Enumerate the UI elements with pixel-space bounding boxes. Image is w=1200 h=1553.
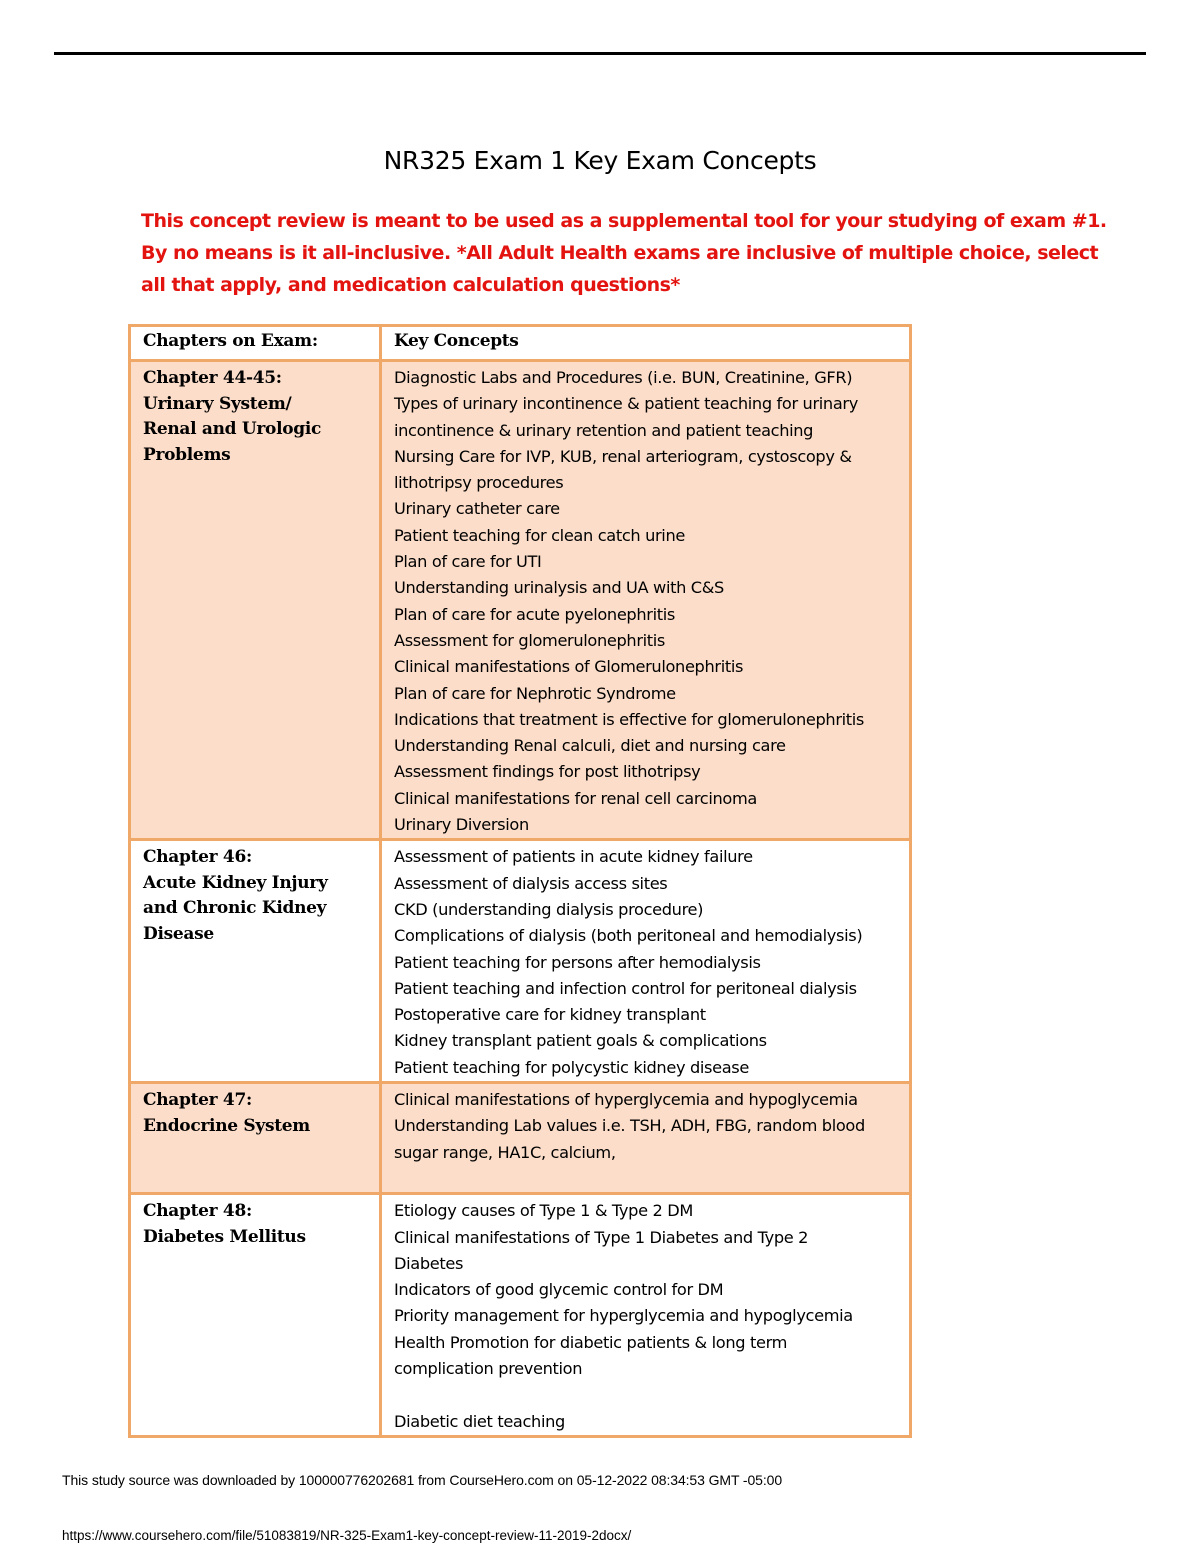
- intro-line: By no means is it all-inclusive. *All Adult Health exams are inclusive of multiple choice, select: [141, 242, 1099, 264]
- concept-item: Diabetic diet teaching: [394, 1411, 565, 1431]
- download-source-notice: This study source was downloaded by 100000776202681 from CourseHero.com on 05-12-2022 08:34:53 GMT -05:00: [62, 1472, 783, 1488]
- concept-item: Types of urinary incontinence & patient teaching for urinary: [394, 394, 858, 414]
- concept-item: Plan of care for acute pyelonephritis: [394, 604, 675, 624]
- intro-line: This concept review is meant to be used as a supplemental tool for your studying of exam #1.: [141, 210, 1107, 232]
- table-row: [130, 361, 911, 840]
- concept-item: Urinary Diversion: [394, 815, 529, 835]
- chapter-line: Disease: [143, 923, 214, 944]
- top-rule: [54, 52, 1146, 55]
- source-url: https://www.coursehero.com/file/51083819/NR-325-Exam1-key-concept-review-11-2019-2docx/: [62, 1528, 632, 1543]
- intro-line: all that apply, and medication calculation questions*: [141, 274, 680, 296]
- concept-item: Clinical manifestations of Type 1 Diabetes and Type 2: [394, 1227, 809, 1247]
- concept-item: [394, 1166, 901, 1192]
- chapter-line: Endocrine System: [143, 1115, 310, 1136]
- concept-item: lithotripsy procedures: [394, 473, 564, 493]
- chapter-line: and Chronic Kidney: [143, 898, 327, 919]
- chapter-line: Chapter 47:: [143, 1090, 252, 1111]
- header-concepts: Key Concepts: [381, 326, 911, 361]
- concept-item: Understanding urinalysis and UA with C&S: [394, 578, 724, 598]
- concept-item: sugar range, HA1C, calcium,: [394, 1142, 616, 1162]
- concept-item: Etiology causes of Type 1 & Type 2 DM: [394, 1201, 693, 1221]
- concept-item: Patient teaching for persons after hemodialysis: [394, 952, 761, 972]
- concept-item: Understanding Renal calculi, diet and nursing care: [394, 736, 786, 756]
- concept-item: CKD (understanding dialysis procedure): [394, 899, 704, 919]
- chapter-line: Urinary System/: [143, 393, 292, 414]
- concept-item: Plan of care for UTI: [394, 552, 542, 572]
- concept-item: Nursing Care for IVP, KUB, renal arteriogram, cystoscopy &: [394, 446, 852, 466]
- concepts-cell: [381, 361, 911, 840]
- chapter-line: Chapter 46:: [143, 847, 252, 868]
- concept-item: Postoperative care for kidney transplant: [394, 1005, 706, 1025]
- concept-item: complication prevention: [394, 1358, 583, 1378]
- concept-item: incontinence & urinary retention and patient teaching: [394, 420, 814, 440]
- chapter-line: Chapter 44-45:: [143, 368, 282, 388]
- concept-item: Complications of dialysis (both peritoneal and hemodialysis): [394, 926, 863, 946]
- chapter-cell: [130, 840, 381, 1083]
- intro-notice: [141, 205, 1107, 301]
- concepts-cell: [381, 1194, 911, 1437]
- concept-item: Clinical manifestations of Glomerulonephritis: [394, 657, 744, 677]
- concept-item: Health Promotion for diabetic patients & long term: [394, 1332, 788, 1352]
- concept-item: Diabetes: [394, 1253, 464, 1273]
- concept-item: [394, 1382, 901, 1408]
- table-header-row: [130, 326, 911, 361]
- concept-item: Indications that treatment is effective for glomerulonephritis: [394, 709, 865, 729]
- concept-item: Plan of care for Nephrotic Syndrome: [394, 683, 676, 703]
- chapter-line: Chapter 48:: [143, 1201, 252, 1222]
- concept-item: Indicators of good glycemic control for DM: [394, 1280, 724, 1300]
- concept-item: Patient teaching and infection control for peritoneal dialysis: [394, 978, 857, 998]
- chapter-cell: [130, 1083, 381, 1194]
- concept-item: Assessment for glomerulonephritis: [394, 630, 666, 650]
- concept-item: Clinical manifestations for renal cell carcinoma: [394, 788, 757, 808]
- concept-item: Understanding Lab values i.e. TSH, ADH, FBG, random blood: [394, 1116, 865, 1136]
- concept-item: Clinical manifestations of hyperglycemia and hypoglycemia: [394, 1090, 858, 1110]
- concept-item: Kidney transplant patient goals & complications: [394, 1031, 767, 1051]
- concept-item: Priority management for hyperglycemia and hypoglycemia: [394, 1306, 853, 1326]
- concept-item: Assessment of dialysis access sites: [394, 873, 668, 893]
- chapter-line: Problems: [143, 444, 231, 465]
- chapter-line: Acute Kidney Injury: [143, 872, 328, 893]
- chapter-line: Renal and Urologic: [143, 419, 322, 439]
- concepts-table: [128, 324, 912, 1438]
- table-row: [130, 1194, 911, 1437]
- table-row: [130, 840, 911, 1083]
- page-title: NR325 Exam 1 Key Exam Concepts: [383, 146, 817, 175]
- concepts-cell: [381, 840, 911, 1083]
- concept-item: Patient teaching for clean catch urine: [394, 525, 685, 545]
- concept-item: Patient teaching for polycystic kidney disease: [394, 1057, 750, 1077]
- concept-item: Assessment of patients in acute kidney failure: [394, 847, 753, 867]
- header-chapters: Chapters on Exam:: [130, 326, 381, 361]
- concept-item: Assessment findings for post lithotripsy: [394, 762, 701, 782]
- concept-item: Diagnostic Labs and Procedures (i.e. BUN, Creatinine, GFR): [394, 368, 853, 387]
- chapter-cell: [130, 361, 381, 840]
- chapter-cell: [130, 1194, 381, 1437]
- concept-item: Urinary catheter care: [394, 499, 560, 519]
- table-row: [130, 1083, 911, 1194]
- concepts-cell: [381, 1083, 911, 1194]
- chapter-line: Diabetes Mellitus: [143, 1226, 306, 1247]
